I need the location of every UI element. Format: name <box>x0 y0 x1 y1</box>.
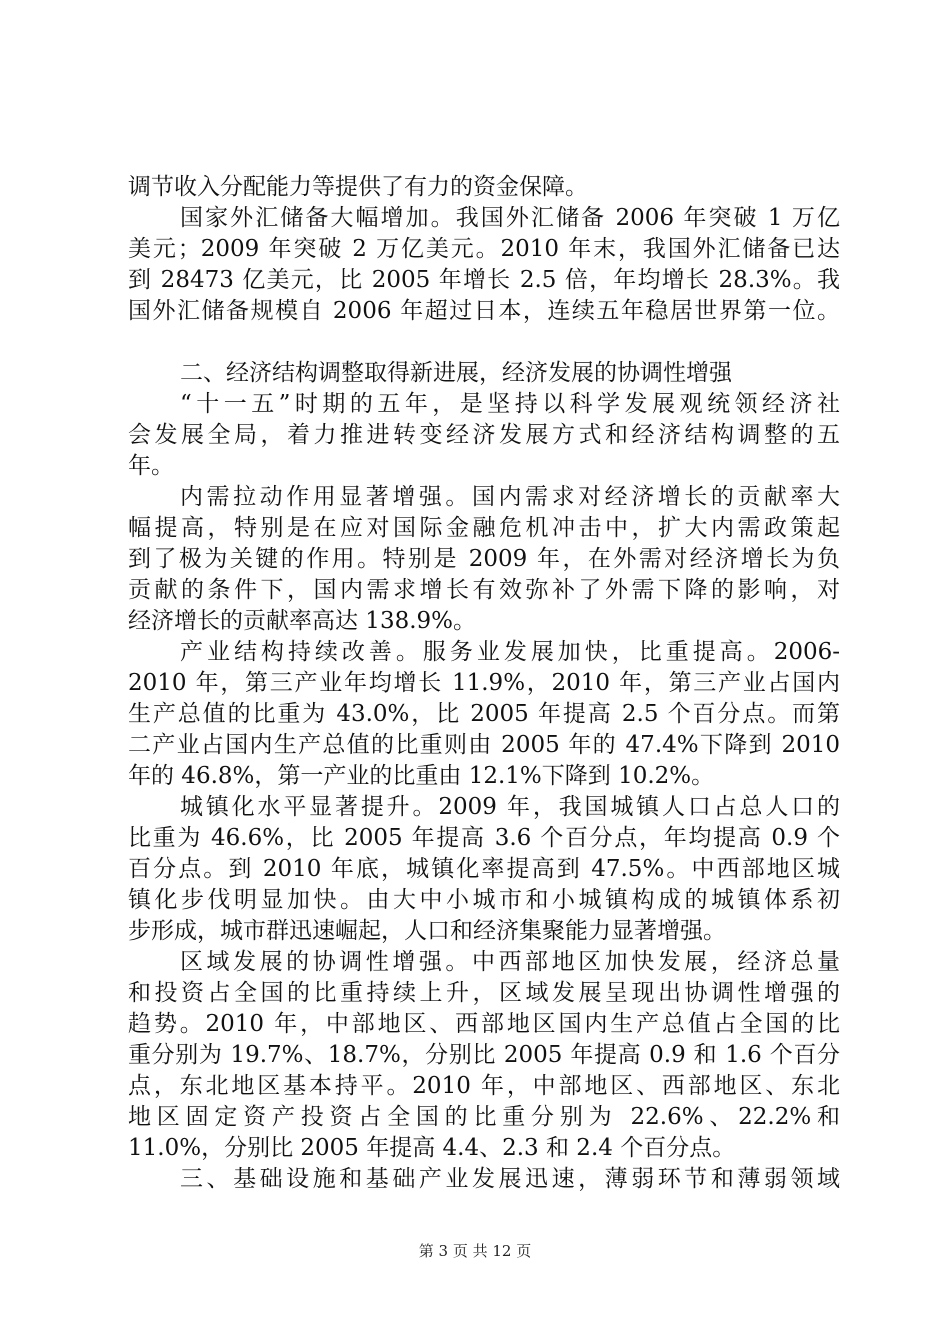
page-footer <box>0 1241 950 1261</box>
paragraph-line: 到 28473 亿美元，比 2005 年增长 2.5 倍，年均增长 28.3%。我 <box>128 267 840 293</box>
paragraph-line: 11.0%，分别比 2005 年提高 4.4、2.3 和 2.4 个百分点。 <box>128 1135 736 1161</box>
paragraph-line: 步形成，城市群迅速崛起，人口和经济集聚能力显著增强。 <box>128 918 726 944</box>
paragraph-line: 内需拉动作用显著增强。国内需求对经济增长的贡献率大 <box>180 484 840 510</box>
paragraph-line: 趋势。2010 年，中部地区、西部地区国内生产总值占全国的比 <box>128 1011 840 1037</box>
paragraph-line: 调节收入分配能力等提供了有力的资金保障。 <box>128 174 588 200</box>
page-number-label: 第 3 页 共 12 页 <box>418 1242 532 1260</box>
document-body <box>128 172 840 1195</box>
paragraph-line: 2010 年，第三产业年均增长 11.9%，2010 年，第三产业占国内 <box>128 670 840 696</box>
paragraph-line: 年的 46.8%，第一产业的比重由 12.1%下降到 10.2%。 <box>128 763 715 789</box>
paragraph-line: “十一五”时期的五年，是坚持以科学发展观统领经济社 <box>180 391 840 417</box>
paragraph-line: 美元；2009 年突破 2 万亿美元。2010 年末，我国外汇储备已达 <box>128 236 840 262</box>
blank-line <box>128 327 840 358</box>
paragraph-line: 会发展全局，着力推进转变经济发展方式和经济结构调整的五 <box>128 422 840 448</box>
paragraph-line: 重分别为 19.7%、18.7%，分别比 2005 年提高 0.9 和 1.6 个百分 <box>128 1042 840 1068</box>
paragraph-line: 地区固定资产投资占全国的比重分别为 22.6%、22.2%和 <box>128 1104 840 1130</box>
paragraph-line: 贡献的条件下，国内需求增长有效弥补了外需下降的影响，对 <box>128 577 840 603</box>
section-heading: 二、经济结构调整取得新进展，经济发展的协调性增强 <box>180 360 732 386</box>
paragraph-line: 幅提高，特别是在应对国际金融危机冲击中，扩大内需政策起 <box>128 515 840 541</box>
paragraph-line: 城镇化水平显著提升。2009 年，我国城镇人口占总人口的 <box>180 794 840 820</box>
paragraph-line: 年。 <box>128 453 174 479</box>
paragraph-line: 国家外汇储备大幅增加。我国外汇储备 2006 年突破 1 万亿 <box>180 205 840 231</box>
paragraph-line: 比重为 46.6%，比 2005 年提高 3.6 个百分点，年均提高 0.9 个 <box>128 825 840 851</box>
paragraph-line: 区域发展的协调性增强。中西部地区加快发展，经济总量 <box>180 949 840 975</box>
paragraph-line: 生产总值的比重为 43.0%，比 2005 年提高 2.5 个百分点。而第 <box>128 701 840 727</box>
paragraph-line: 国外汇储备规模自 2006 年超过日本，连续五年稳居世界第一位。 <box>128 298 840 324</box>
paragraph-line: 二产业占国内生产总值的比重则由 2005 年的 47.4%下降到 2010 <box>128 732 840 758</box>
paragraph-line: 和投资占全国的比重持续上升，区域发展呈现出协调性增强的 <box>128 980 840 1006</box>
paragraph-line: 到了极为关键的作用。特别是 2009 年，在外需对经济增长为负 <box>128 546 840 572</box>
paragraph-line: 经济增长的贡献率高达 138.9%。 <box>128 608 477 634</box>
paragraph-line: 百分点。到 2010 年底，城镇化率提高到 47.5%。中西部地区城 <box>128 856 840 882</box>
paragraph-line: 三、基础设施和基础产业发展迅速，薄弱环节和薄弱领域 <box>180 1166 840 1192</box>
paragraph-line: 产业结构持续改善。服务业发展加快，比重提高。2006- <box>180 639 840 665</box>
paragraph-line: 点，东北地区基本持平。2010 年，中部地区、西部地区、东北 <box>128 1073 840 1099</box>
paragraph-line: 镇化步伐明显加快。由大中小城市和小城镇构成的城镇体系初 <box>128 887 840 913</box>
